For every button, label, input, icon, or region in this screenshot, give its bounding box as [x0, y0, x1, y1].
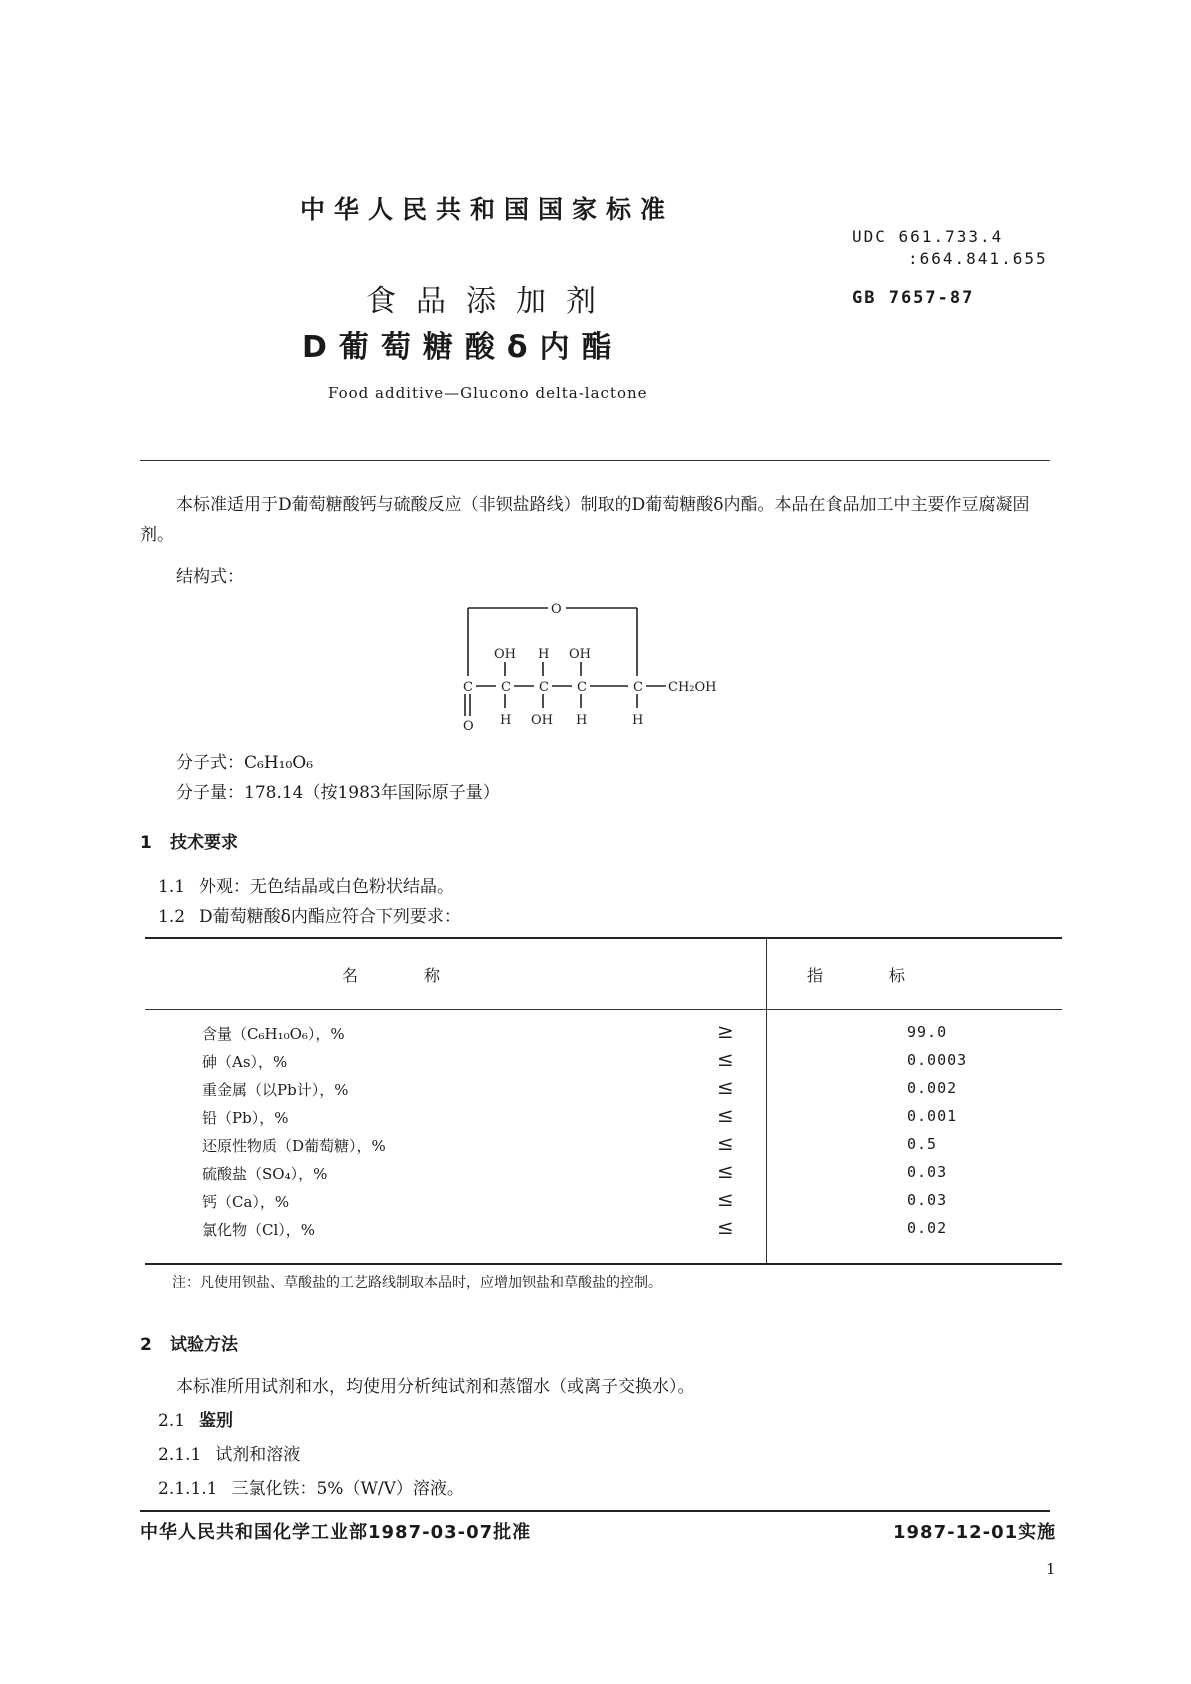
table-row: [145, 1075, 1062, 1103]
item-2-1-number: 2.1: [158, 1411, 186, 1431]
row-name: 钙（Ca），%: [202, 1193, 290, 1211]
english-title: Food additive—Glucono delta-lactone: [328, 384, 648, 402]
table-row: [145, 1215, 1062, 1243]
table-note: 注：凡使用钡盐、草酸盐的工艺路线制取本品时，应增加钡盐和草酸盐的控制。: [172, 1275, 662, 1291]
carbon-2: C: [501, 680, 511, 695]
table-row: [145, 1131, 1062, 1159]
gb-number: GB 7657-87: [852, 288, 975, 308]
formula-value: C₆H₁₀O₆: [244, 753, 314, 773]
table-row: [145, 1047, 1062, 1075]
side-chain: CH₂OH: [668, 680, 717, 695]
row-symbol: ≤: [717, 1103, 734, 1127]
molecular-mass: 分子量：178.14（按1983年国际原子量）: [176, 783, 500, 803]
row-value: 0.02: [907, 1219, 948, 1237]
implementation-date: 1987-12-01实施: [893, 1522, 1057, 1543]
item-2-1-1-number: 2.1.1: [158, 1445, 202, 1465]
row-symbol: ≤: [717, 1075, 734, 1099]
row-symbol: ≤: [717, 1159, 734, 1183]
table-row: [145, 1019, 1062, 1047]
row-name: 铅（Pb），%: [202, 1109, 289, 1127]
row-symbol: ≤: [717, 1215, 734, 1239]
carbon-5: C: [633, 680, 643, 695]
footer-divider: [140, 1510, 1050, 1512]
carbon-3: C: [539, 680, 549, 695]
row-name: 硫酸盐（SO₄），%: [202, 1165, 328, 1183]
udc-block: [852, 226, 1048, 270]
row-name: 重金属（以Pb计），%: [202, 1081, 349, 1099]
table-bottom-rule: [145, 1263, 1062, 1265]
document-title-line1: 食品添加剂: [366, 284, 616, 319]
row-value: 0.5: [907, 1135, 938, 1153]
row-value: 0.03: [907, 1191, 948, 1209]
item-2-1-1: [158, 1440, 300, 1470]
row-name: 含量（C₆H₁₀O₆），%: [202, 1025, 345, 1043]
item-2-1-1-1-number: 2.1.1.1: [158, 1479, 218, 1499]
top-oh-2: OH: [569, 647, 591, 662]
item-2-1-1-1: [158, 1474, 464, 1504]
item-2-1-1-1-text: 三氯化铁：5%（W/V）溶液。: [231, 1479, 464, 1499]
bottom-h-3: H: [632, 713, 644, 728]
table-header-rule: [145, 1009, 1062, 1010]
ring-oxygen: O: [551, 602, 562, 617]
row-symbol: ≤: [717, 1047, 734, 1071]
structure-label: 结构式：: [176, 567, 244, 587]
item-2-1-1-text: 试剂和溶液: [215, 1445, 301, 1465]
carbonyl-oxygen: O: [463, 719, 474, 734]
spec-table: [145, 937, 1062, 1265]
intro-paragraph: 本标准适用于D葡萄糖酸钙与硫酸反应（非钡盐路线）制取的D葡萄糖酸δ内酯。本品在食品加工中主要作豆腐凝固剂。: [140, 495, 1030, 545]
row-name: 氯化物（Cl），%: [202, 1221, 316, 1239]
molecular-formula: [176, 748, 313, 778]
formula-label: 分子式：: [176, 753, 244, 773]
udc-code-1: 661.733.4: [898, 227, 1004, 246]
row-name: 砷（As），%: [202, 1053, 288, 1071]
row-symbol: ≤: [717, 1131, 734, 1155]
item-1-2-number: 1.2: [158, 907, 186, 927]
item-2-1: [158, 1406, 233, 1436]
table-top-rule: [145, 937, 1062, 939]
item-1-1-text: 外观：无色结晶或白色粉状结晶。: [199, 877, 455, 897]
section-2-paragraph: 本标准所用试剂和水，均使用分析纯试剂和蒸馏水（或离子交换水）。: [176, 1377, 695, 1397]
section-1-heading: [140, 828, 238, 853]
section-2-number: 2: [140, 1335, 152, 1355]
section-1-title: 技术要求: [170, 833, 238, 853]
top-h: H: [538, 647, 550, 662]
row-value: 0.002: [907, 1079, 958, 1097]
table-row: [145, 1103, 1062, 1131]
approval-line: 中华人民共和国化学工业部1987-03-07批准: [140, 1522, 532, 1543]
section-1-number: 1: [140, 833, 152, 853]
item-2-1-text: 鉴别: [199, 1411, 234, 1431]
bottom-h-2: H: [576, 713, 588, 728]
table-row: [145, 1159, 1062, 1187]
header-divider: [140, 460, 1050, 461]
item-1-2-text: D葡萄糖酸δ内酯应符合下列要求：: [199, 907, 461, 927]
carbon-1: C: [463, 680, 473, 695]
standard-org-title: 中华人民共和国国家标准: [300, 195, 675, 224]
row-symbol: ≥: [717, 1019, 734, 1043]
item-1-1-number: 1.1: [158, 877, 186, 897]
bottom-oh: OH: [531, 713, 553, 728]
table-row: [145, 1187, 1062, 1215]
row-value: 99.0: [907, 1023, 948, 1041]
row-value: 0.0003: [907, 1051, 968, 1069]
row-value: 0.03: [907, 1163, 948, 1181]
row-name: 还原性物质（D葡萄糖），%: [202, 1137, 386, 1155]
bottom-h-1: H: [500, 713, 512, 728]
section-2-title: 试验方法: [170, 1335, 238, 1355]
carbon-4: C: [577, 680, 587, 695]
table-header-name: 名 称: [342, 966, 441, 985]
udc-code-2: :664.841.655: [908, 249, 1048, 268]
top-oh-1: OH: [494, 647, 516, 662]
document-title-line2: D葡萄糖酸δ内酯: [302, 330, 624, 365]
row-value: 0.001: [907, 1107, 958, 1125]
udc-label: UDC: [852, 227, 887, 246]
table-header-index: 指 标: [807, 966, 906, 985]
section-2-heading: [140, 1330, 238, 1355]
item-1-2: [158, 902, 461, 932]
item-1-1: [158, 872, 454, 902]
row-symbol: ≤: [717, 1187, 734, 1211]
structural-formula: [460, 596, 720, 746]
page-number: 1: [1046, 1560, 1056, 1578]
